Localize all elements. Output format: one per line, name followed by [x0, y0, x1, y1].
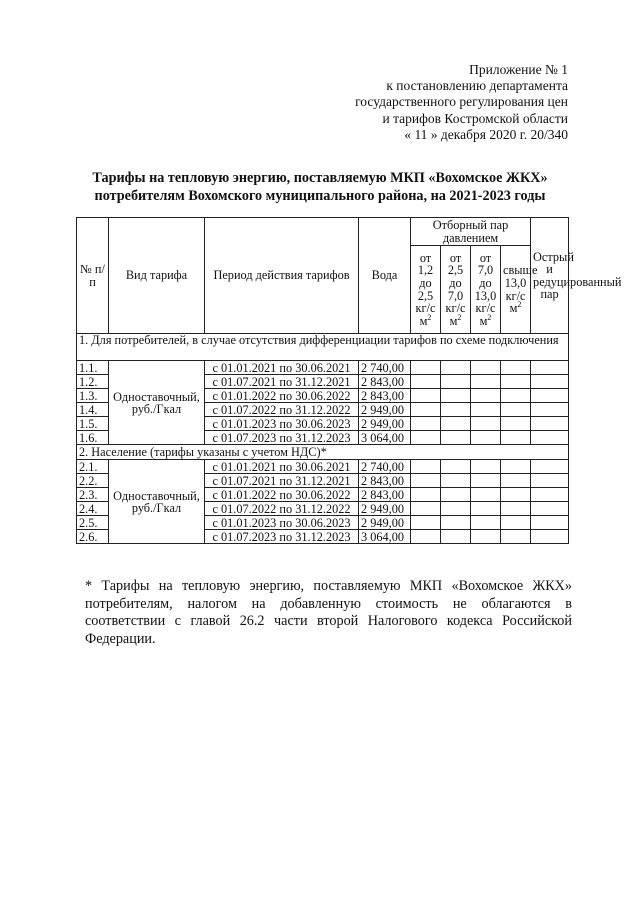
- empty-cell: [411, 488, 441, 502]
- col-header-steam-3: от 7,0 до 13,0 кг/с $м^2$: [471, 246, 501, 334]
- empty-cell: [411, 530, 441, 544]
- row-number: 1.3.: [77, 389, 109, 403]
- period-cell: с 01.07.2021 по 31.12.2021: [205, 375, 359, 389]
- col-header-num: № п/п: [77, 218, 109, 334]
- title-line-1: Тарифы на тепловую энергию, поставляемую МКП «Вохомское ЖКХ»: [92, 170, 548, 186]
- empty-cell: [531, 403, 569, 417]
- col-header-water: Вода: [359, 218, 411, 334]
- empty-cell: [441, 516, 471, 530]
- row-number: 2.5.: [77, 516, 109, 530]
- empty-cell: [531, 375, 569, 389]
- empty-cell: [531, 361, 569, 375]
- empty-cell: [441, 530, 471, 544]
- water-value: 3 064,00: [359, 530, 411, 544]
- col-header-steam-2: от 2,5 до 7,0 кг/с $м^2$: [441, 246, 471, 334]
- empty-cell: [501, 361, 531, 375]
- empty-cell: [471, 488, 501, 502]
- empty-cell: [501, 389, 531, 403]
- empty-cell: [501, 474, 531, 488]
- tariff-kind-cell: Одноставочный, руб./Гкал: [109, 460, 205, 544]
- row-number: 1.5.: [77, 417, 109, 431]
- empty-cell: [501, 460, 531, 474]
- row-number: 1.2.: [77, 375, 109, 389]
- empty-cell: [471, 516, 501, 530]
- appendix-line: и тарифов Костромской области: [382, 110, 568, 126]
- empty-cell: [531, 474, 569, 488]
- water-value: 2 740,00: [359, 460, 411, 474]
- empty-cell: [441, 361, 471, 375]
- empty-cell: [531, 389, 569, 403]
- empty-cell: [411, 516, 441, 530]
- empty-cell: [441, 460, 471, 474]
- empty-cell: [441, 431, 471, 445]
- empty-cell: [501, 403, 531, 417]
- period-cell: с 01.01.2021 по 30.06.2021: [205, 361, 359, 375]
- period-cell: с 01.07.2022 по 31.12.2022: [205, 403, 359, 417]
- col-header-tariff-kind: Вид тарифа: [109, 218, 205, 334]
- row-number: 2.1.: [77, 460, 109, 474]
- empty-cell: [411, 474, 441, 488]
- tariff-table: [76, 217, 622, 544]
- empty-cell: [441, 403, 471, 417]
- appendix-line: государственного регулирования цен: [355, 94, 568, 110]
- appendix-line: к постановлению департамента: [386, 78, 568, 94]
- empty-cell: [441, 417, 471, 431]
- empty-cell: [531, 460, 569, 474]
- period-cell: с 01.07.2021 по 31.12.2021: [205, 474, 359, 488]
- empty-cell: [471, 417, 501, 431]
- col-header-steam-1: от 1,2 до 2,5 кг/с $м^2$: [411, 246, 441, 334]
- row-number: 2.2.: [77, 474, 109, 488]
- empty-cell: [471, 460, 501, 474]
- col-header-period: Период действия тарифов: [205, 218, 359, 334]
- empty-cell: [471, 474, 501, 488]
- empty-cell: [501, 431, 531, 445]
- empty-cell: [441, 488, 471, 502]
- empty-cell: [501, 488, 531, 502]
- appendix-line: Приложение № 1: [469, 62, 568, 77]
- empty-cell: [471, 431, 501, 445]
- empty-cell: [411, 417, 441, 431]
- empty-cell: [411, 403, 441, 417]
- col-header-steam: Отборный пар давлением: [411, 218, 531, 246]
- document-title: [68, 170, 572, 205]
- row-number: 1.6.: [77, 431, 109, 445]
- period-cell: с 01.01.2022 по 30.06.2022: [205, 488, 359, 502]
- empty-cell: [411, 431, 441, 445]
- empty-cell: [471, 502, 501, 516]
- empty-cell: [531, 502, 569, 516]
- empty-cell: [501, 417, 531, 431]
- empty-cell: [501, 530, 531, 544]
- empty-cell: [411, 460, 441, 474]
- empty-cell: [441, 474, 471, 488]
- period-cell: с 01.01.2021 по 30.06.2021: [205, 460, 359, 474]
- water-value: 2 843,00: [359, 488, 411, 502]
- empty-cell: [531, 431, 569, 445]
- water-value: 2 843,00: [359, 389, 411, 403]
- water-value: 2 949,00: [359, 516, 411, 530]
- empty-cell: [531, 530, 569, 544]
- period-cell: с 01.01.2023 по 30.06.2023: [205, 516, 359, 530]
- footnote: * Тарифы на тепловую энергию, поставляемую МКП «Вохомское ЖКХ» потребителям, налогом на добавленную стоимость не облагаются в соответствии с главой 26.2 части второй Налогового кодекса Российской Федерации.: [85, 578, 572, 647]
- empty-cell: [471, 530, 501, 544]
- water-value: 3 064,00: [359, 431, 411, 445]
- empty-cell: [531, 417, 569, 431]
- empty-cell: [501, 516, 531, 530]
- section-title: 2. Население (тарифы указаны с учетом НДС)*: [77, 445, 569, 460]
- period-cell: с 01.01.2022 по 30.06.2022: [205, 389, 359, 403]
- empty-cell: [411, 361, 441, 375]
- row-number: 2.3.: [77, 488, 109, 502]
- water-value: 2 949,00: [359, 502, 411, 516]
- period-cell: с 01.07.2023 по 31.12.2023: [205, 431, 359, 445]
- empty-cell: [411, 375, 441, 389]
- tariff-kind-cell: Одноставочный, руб./Гкал: [109, 361, 205, 445]
- row-number: 2.6.: [77, 530, 109, 544]
- col-header-reduced-steam: Острый и редуцированный пар: [531, 218, 569, 334]
- table-row: [77, 460, 569, 474]
- empty-cell: [441, 375, 471, 389]
- appendix-date: « 11 » декабря 2020 г. 20/340: [404, 126, 568, 142]
- appendix-block: [238, 62, 568, 143]
- period-cell: с 01.01.2023 по 30.06.2023: [205, 417, 359, 431]
- title-line-2: потребителям Вохомского муниципального района, на 2021-2023 годы: [94, 187, 546, 204]
- empty-cell: [501, 375, 531, 389]
- col-header-steam-4: свыше 13,0 кг/с $м^2$: [501, 246, 531, 334]
- water-value: 2 843,00: [359, 474, 411, 488]
- row-number: 2.4.: [77, 502, 109, 516]
- empty-cell: [471, 375, 501, 389]
- empty-cell: [411, 502, 441, 516]
- section-title: 1. Для потребителей, в случае отсутствия дифференциации тарифов по схеме подключения: [77, 334, 569, 361]
- empty-cell: [501, 502, 531, 516]
- water-value: 2 740,00: [359, 361, 411, 375]
- row-number: 1.1.: [77, 361, 109, 375]
- empty-cell: [441, 389, 471, 403]
- empty-cell: [471, 361, 501, 375]
- period-cell: с 01.07.2023 по 31.12.2023: [205, 530, 359, 544]
- row-number: 1.4.: [77, 403, 109, 417]
- water-value: 2 949,00: [359, 417, 411, 431]
- empty-cell: [531, 516, 569, 530]
- water-value: 2 949,00: [359, 403, 411, 417]
- empty-cell: [471, 403, 501, 417]
- table-row: [77, 361, 569, 375]
- empty-cell: [531, 488, 569, 502]
- water-value: 2 843,00: [359, 375, 411, 389]
- empty-cell: [411, 389, 441, 403]
- empty-cell: [471, 389, 501, 403]
- period-cell: с 01.07.2022 по 31.12.2022: [205, 502, 359, 516]
- empty-cell: [441, 502, 471, 516]
